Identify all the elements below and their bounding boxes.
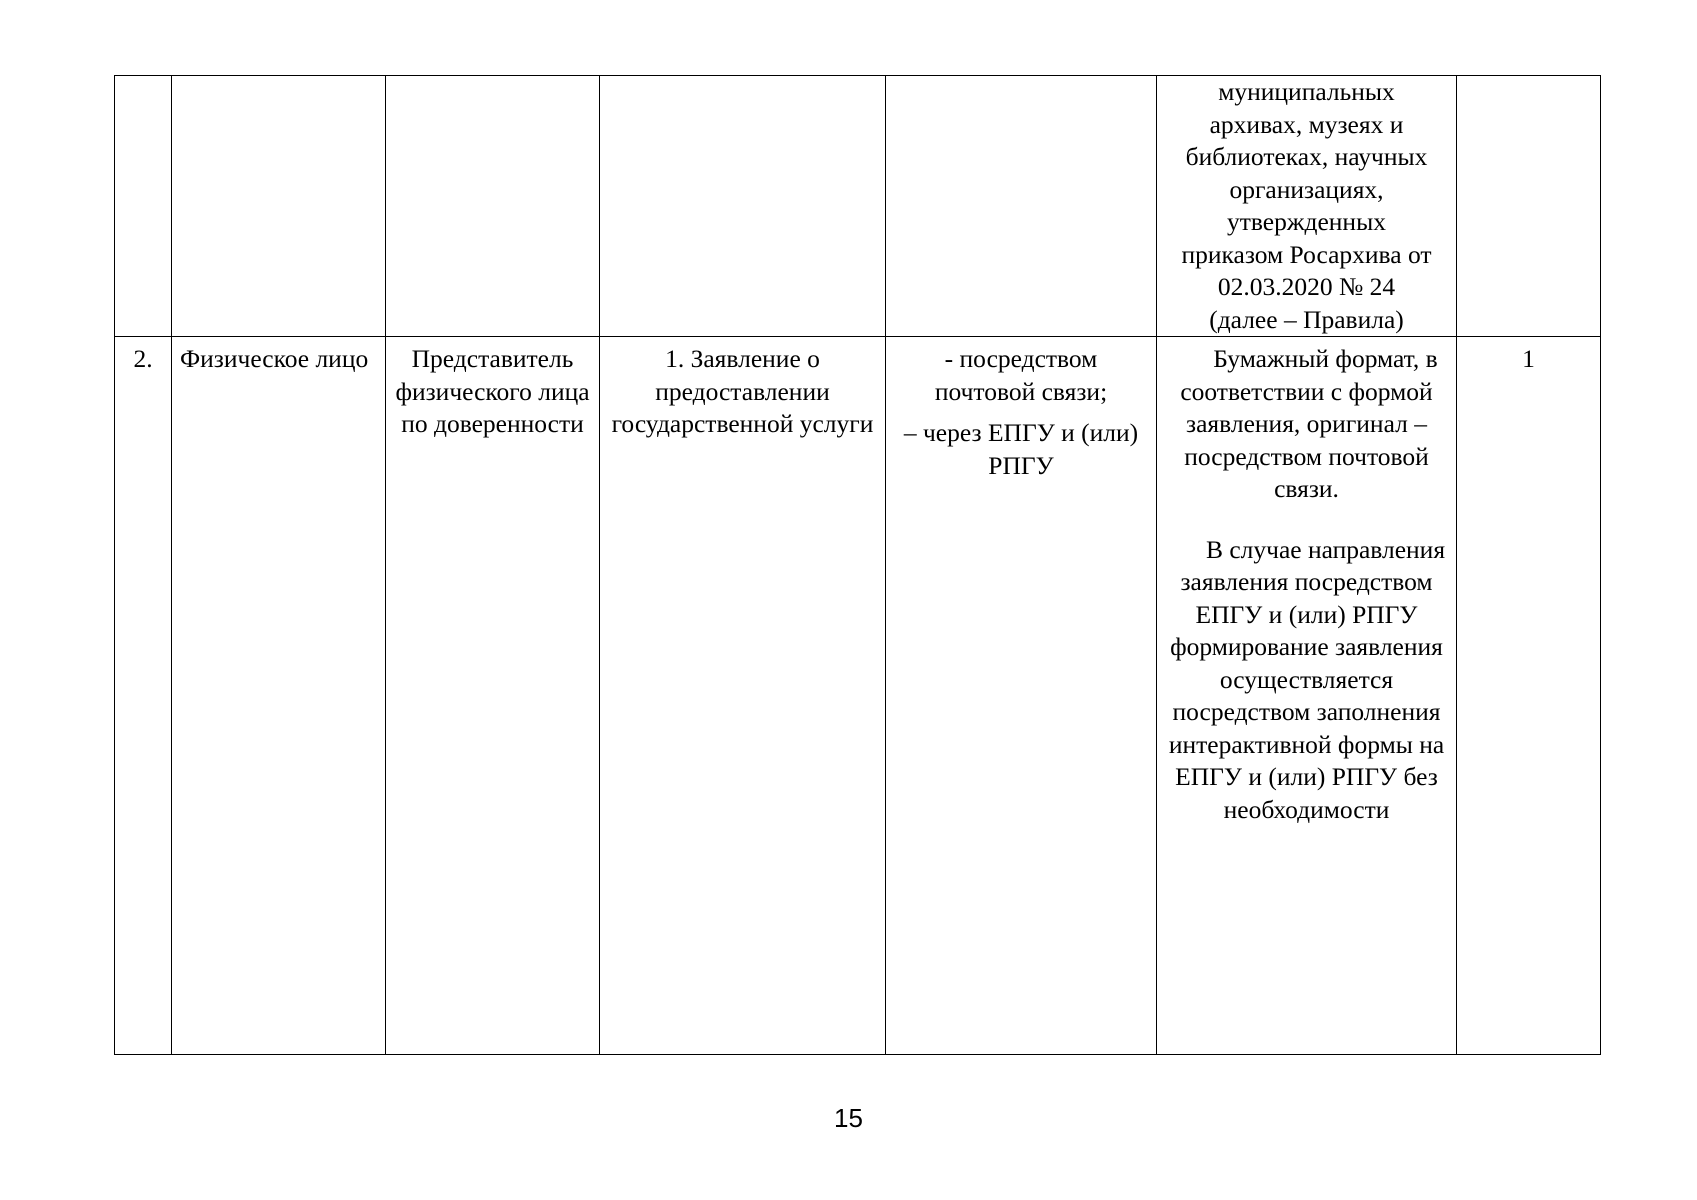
cell-applicant-category [172,76,386,337]
continued-line: муниципальных [1218,77,1395,106]
continued-line: 02.03.2020 № 24 [1217,272,1396,301]
continued-line: (далее – Правила) [1209,304,1404,334]
continued-line: архивах, музеях и [1209,109,1404,139]
continued-line: библиотеках, научных [1185,142,1428,171]
submission-method-epgu: – через ЕПГУ и (или) РПГУ [903,418,1139,480]
cell-format-continued [1157,76,1457,337]
cell-document-name [600,76,886,337]
document-count: 1 [1457,337,1601,1055]
page-number: 15 [834,1103,863,1133]
cell-submission-methods [886,76,1157,337]
table-row-2 [115,337,1601,1055]
continued-line: организациях, [1229,174,1384,204]
applicant-category: Физическое лицо [172,337,386,1055]
document-table [114,75,1601,1055]
continued-line: утвержденных [1227,207,1386,236]
submission-format [1157,337,1457,1055]
format-paper-paragraph: Бумажный формат, в соответствии с формой заявления, оригинал – посредством почтовой связи. [1180,344,1438,503]
cell-num [115,76,172,337]
cell-count [1457,76,1601,337]
submission-methods [886,337,1157,1055]
applicant-representative: Представитель физического лица по доверенности [386,337,600,1055]
table-row-continued [115,76,1601,337]
submission-method-postal: - посредством почтовой связи; [934,344,1108,406]
document-name: 1. Заявление о предоставлении государственной услуги [600,337,886,1055]
row-number: 2. [115,337,172,1055]
cell-applicant-representative [386,76,600,337]
format-electronic-paragraph: В случае направления заявления посредством ЕПГУ и (или) РПГУ формирование заявления осуществляется посредством заполнения интерактивной формы на ЕПГУ и (или) РПГУ без необходимости [1168,534,1446,824]
continued-line: приказом Росархива от [1181,239,1432,269]
